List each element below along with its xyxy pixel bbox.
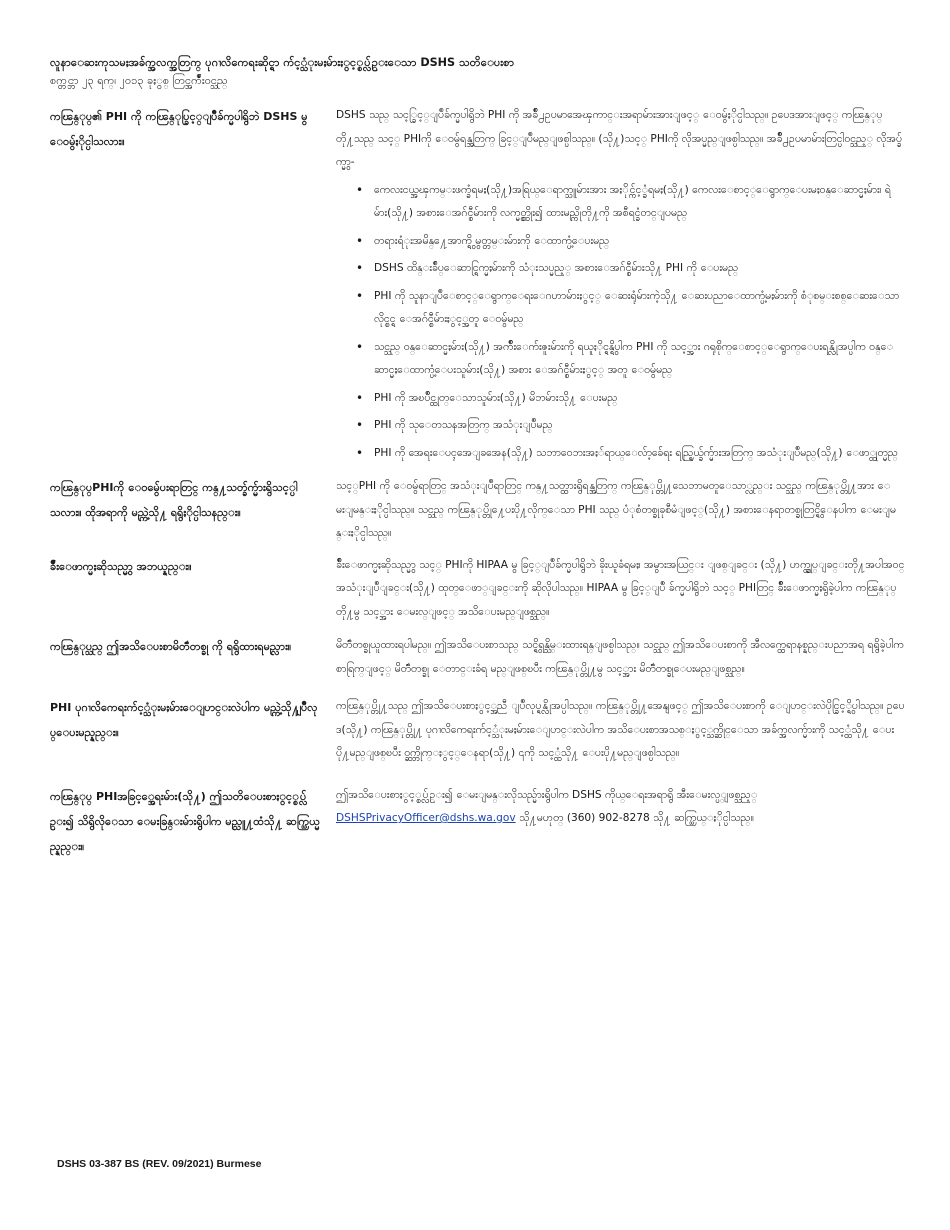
document-title: လူနာေဆးကုသမႈအခ်က္အလက္အတြက္ ပုဂၢလိကေရးဆိုင္ရာ က်င့္သံုးမႈမ်ားႏွင့္စပ္လ်ဥ္းေသာ DSHS သတိေပးစာ xyxy=(50,56,515,69)
faq-row-contact xyxy=(50,784,905,859)
faq-row-restrictions xyxy=(50,475,905,546)
list-item: • သင္သည္ ဝန္ေဆာင္မႈမ်ား(သို႔) အက်ိဳးေက်းဇူးမ်ားကို ရယူႏိုင္ရန္ရွိပါက PHI ကို သင့္အား ဂရုစိုက္ေစာင့္ေရွာက္ေပးရန္လိုအပ္ပါက ဝန္ေဆာင္မႈေထာက္ပံ့ေပးသူမ်ား(သို႔) အစား ေအဂ်င္စီမ်ားႏွင့္ အတူ ေဝမွ်မည္ xyxy=(356,336,905,383)
faq-answer-text: ခ်ိဳးေဖာက္မႈဆိုသည္မွာ သင့္ PHIကို HIPAA မွ ခြင့္ျပဳခ်က္မပါရွိဘဲ ခိုးယူခံရမႈ၊ အမွားအယြင္း ျဖစ္ျခင္း (သို႔) ဟက္ခ္လုပ္ျခင္းတို႔အပါအဝင္ အသံုးျပဳျခင္း(သို႔) ထုတ္ေဖာ္ျခင္းကို ဆိုလိုပါသည္။ HIPAA မွ ခြင့္ျပဳ ခ်က္မပါရွိဘဲ သင့္ PHIတြင္ ခ်ိဳးေဖာက္မႈရွိခဲ့ပါက ကၽြန္ုပ္တို႔မွ သင့္အား ေမးလ္ျဖင့္ အသိေပးမည္ျဖစ္သည္။ xyxy=(336,558,905,618)
list-item: • DSHS ထိန္းခ်ဳပ္ေဆာင္ရြက္မႈမ်ားကို သံုးသပ္မည့္ အစားေအဂ်င္စီမ်ားသို႔ PHI ကို ေပးမည္ xyxy=(356,257,905,281)
privacy-officer-email-link[interactable]: DSHSPrivacyOfficer@dshs.wa.gov xyxy=(336,812,516,824)
list-item: • PHI ကို အေရးေပၚအေျခအေန(သို႔) သဘာဝေဘးအႏၲရာယ္ေလ်ာ့ခ်ေရး ရည္ရြယ္ခ်က္မ်ားအတြက္ အသံုးျပဳမည္(သို႔) ေဖာ္ထုတ္မည္ xyxy=(356,442,905,466)
list-item: • PHI ကို သုေတသနအတြက္ အသံုးျပဳမည္ xyxy=(356,414,905,438)
faq-question: ခ်ိဳးေဖာက္မႈဆိုသည္မွာ အဘယ္နည္း။ xyxy=(50,559,192,573)
list-item: • PHI ကို အၿပိဳင္ထုတ္ေသာသူမ်ား(သို႔) မိဘမ်ားသို႔ ေပးမည္ xyxy=(356,387,905,411)
faq-answer-text: ကၽြန္ုပ္တို႔သည္ ဤအသိေပးစာႏွင့္အညီ ျပဳလုပ္ရန္လိုအပ္ပါသည္။ ကၽြန္ုပ္တို႔အေနျဖင့္ ဤအသိေပးစာကို ေျပာင္းလဲပိုင္ခြင့္ရွိပါသည္။ ဥပေဒ(သို႔) ကၽြန္ုပ္တို႔ ပုဂၢလိကေရးက်င့္သံုးမႈမ်ားေျပာင္းလဲပါက အသိေပးစာအသစ္ႏွင့္သက္ဆိုင္ေသာ အခ်က္အလက္မ်ားကို သင့္ထံသို႔ ေပးပို႔မည္ျဖစ္ၿပီး ဝက္ဘ္ဆိုက္ႏွင့္ေနရာ(သို႔) ၎ကို သင့္ထံသို႔ ေပးပို႔မည္ျဖစ္ပါသည္။ xyxy=(336,700,905,759)
faq-question: PHI ပုဂၢလိကေရးက်င့္သံုးမႈမ်ားေျပာင္းလဲပါက မည္ကဲ့သို႔ျပဳလုပ္ေပးမည္နည္း။ xyxy=(50,701,318,739)
faq-answer xyxy=(336,695,905,766)
faq-question: ကၽြန္ုပ္သည္ ဤအသိေပးစာမိတၱဴတစ္ခု ကို ရရွိထားရမည္လား။ xyxy=(50,640,292,653)
faq-answer xyxy=(336,475,905,546)
faq-row-breach xyxy=(50,554,905,625)
list-item: • PHI ကို သူနာျပဳေစာင့္ေရွာက္ေရးေဂဟာမ်ားႏွင့္ ေဆးရုံမ်ားကဲ့သို႔ ေဆးပညာေထာက္ပံ့မႈမ်ားကို စံုစမ္းစစ္ေဆးေသာ လိုင္စင္ရ ေအဂ်င္စီမ်ားႏွင့္အတူ ေဝမွ်မည္ xyxy=(356,285,905,332)
faq-question: ကၽြန္ုပ္PHIကို ေဝမွ်ေပးရာတြင္ ကန္႔သတ္ခ်က္မ်ားရွိသင့္ပါသလား။ ထိုအရာကို မည္ကဲ့သို႔ ရရွိႏိုင္ပါသနည္း။ xyxy=(50,481,298,519)
faq-answer xyxy=(336,784,905,831)
form-number-footer: DSHS 03-387 BS (REV. 09/2021) Burmese xyxy=(57,1158,262,1170)
faq-answer-text: သင့္PHI ကို ေဝမွ်ရာတြင္ အသံုးျပဳရာတြင္ ကန္႔သတ္ထားရွိရန္အတြက္ ကၽြန္ုပ္တို႔သေဘာမတူေသာ္လည္း သင္သည္ ကၽြန္ုပ္တို႔အား ေမးျမန္းႏိုင္ပါသည္။ သင္သည္ ကၽြန္ုပ္တို႔ေပးပို႔လိုက္ေသာ PHI သည္ ပံုစံတစ္ခုခုစီမံျဖင့္(သို႔) အစားေနရာတစ္ခုတြင္ရွိေနပါက ေမးျမန္းႏိုင္ပါသည္။ xyxy=(336,480,897,539)
faq-answer-text: မိတၱဴတစ္ခုယူထားရပါမည္။ ဤအသိေပးစာသည္ သင္ရွိရန္သိမ္းထားရန္ျဖစ္ပါသည္။ သင္သည္ ဤအသိေပးစာကို အီလက္ထေရာနစ္နည္းပညာအရ ရရွိခဲ့ပါက စာရြက္ျဖင့္ မိတၱဴတစ္ခု ေတာင္းခံရ မည္ျဖစ္ၿပီး ကၽြန္ုပ္တို႔မွ သင့္အား မိတၱဴတစ္ခုေပးမည္ျဖစ္သည္။ xyxy=(336,639,904,675)
faq-answer xyxy=(336,554,905,625)
faq-answer-text xyxy=(336,784,905,831)
faq-answer xyxy=(336,104,905,469)
document-page xyxy=(50,54,905,859)
faq-question: ကၽြန္ုပ္ PHIအခြင့္အေရးမ်ား(သို႔) ဤသတိေပးစာႏွင့္စပ္လ်ဥ္း၍ သိရွိလိုေသာ ေမးခြန္းမ်ားရွိပါက မည္သူ႔ထံသို႔ ဆက္သြယ္မည္နည္း။ xyxy=(50,789,320,853)
contact-text-suffix: သို႔မဟုတ္ (360) 902-8278 သို႔ ဆက္သြယ္ႏိုင္ပါသည္။ xyxy=(519,812,755,824)
faq-answer xyxy=(336,634,905,681)
faq-row-share-without-permission xyxy=(50,104,905,469)
faq-row-practice-changes xyxy=(50,695,905,766)
faq-answer-intro: DSHS သည္ သင့္ခြင့္ျပဳခ်က္မပါရွိဘဲ PHI ကို အခ်ိဳ႕ဥပမာအေၾကာင္းအရာမ်ားအားျဖင့္ ေဝမွ်ႏိုင္ပါသည္။ ဥပေဒအားျဖင့္ ကၽြန္ုပ္တို႔သည္ သင့္ PHIကို ေဝမွ်ရန္အတြက္ ခြင့္ျပဳမည္ျဖစ္ပါသည္။ (သို႔)သင့္ PHIကို လိုအပ္မည္ျဖစ္ပါသည္။ အခ်ိဳ႕ဥပမာမ်ားတြင္ပါဝင္သည့္ လိုအပ္ခ်က္မွာ- xyxy=(336,109,903,168)
list-item: • တရားရံုးအမိန္႔ေအာက္ရွိ မွတ္တမ္းမ်ားကို ေထာက္ပံ့ေပးမည္ xyxy=(356,230,905,254)
faq-row-copy-of-notice xyxy=(50,634,905,681)
faq-question: ကၽြန္ုပ္၏ PHI ကို ကၽြန္ုပ္ခြင့္ျပဳခ်က္မပါရွိဘဲ DSHS မွ ေဝမွ်ႏိုင္ပါသလား။ xyxy=(50,110,308,148)
list-item: • ကေလးငယ္အၾကမ္းဖက္ခံရမႈ(သို႔)အရြယ္ေရာက္သူမ်ားအား အႏိုင္က်င့္ခံရမႈ(သို႔) ကေလးေစာင့္ေရွာက္ေပးမႈဝန္ေဆာင္မႈမ်ား၊ ရဲမ်ား(သို႔) အစားေအဂ်င္စီမ်ားကို လက္မွတ္ထိုး၍ ထားမည္ကိုတို႔ကို အစီရင္ခံတင္ျပမည္ xyxy=(356,179,905,226)
bullet-list xyxy=(336,179,905,466)
contact-text-prefix: ဤအသိေပးစာႏွင့္စပ္လ်ဥ္း၍ ေမးျမန္းလိုသည္မ်ားရွိပါက DSHS ကိုယ္ေရးအရာရွိ အီးေမးလ္ပ္ျဖစ္သည့္ xyxy=(336,788,758,801)
effective-date: စက္တင္ဘာ ၂၃ ရက္၊ ၂၀၁၃ ခုႏွစ္ တြင္အက်ဳံးဝင္သည္ xyxy=(50,74,228,87)
